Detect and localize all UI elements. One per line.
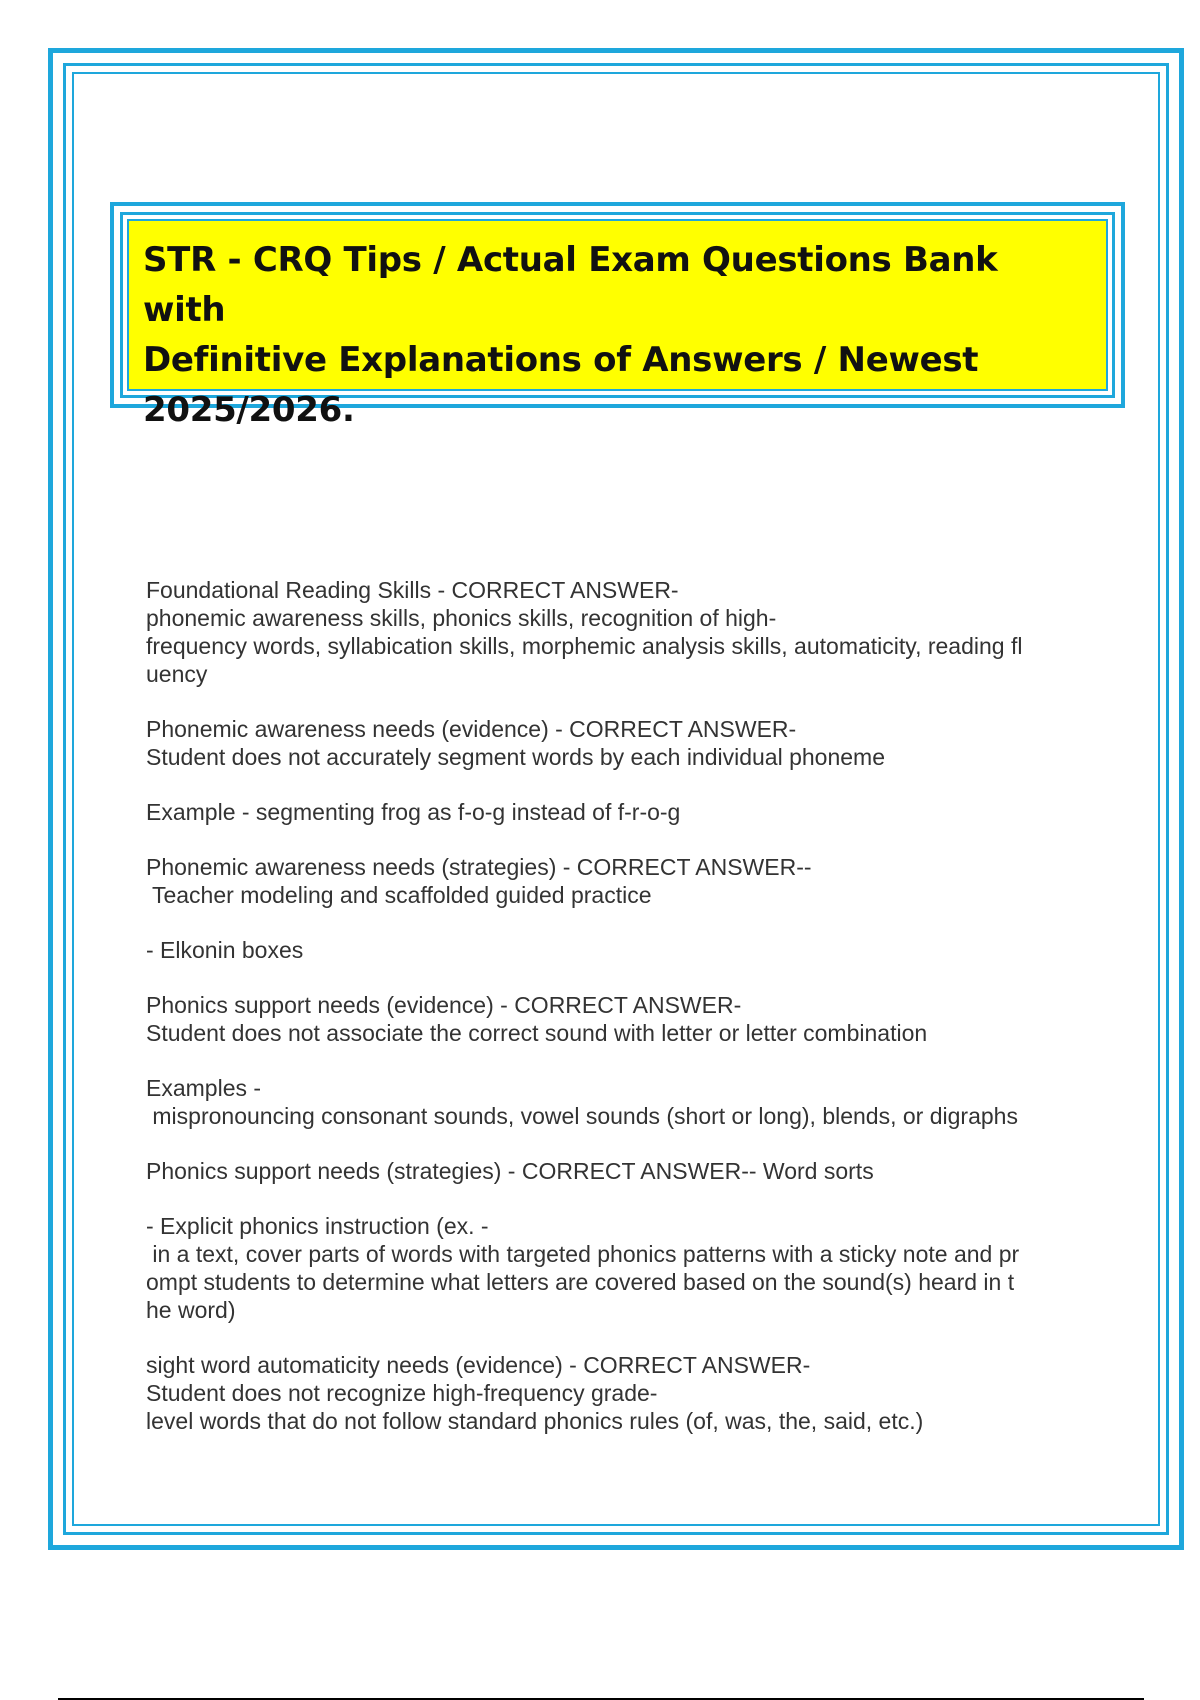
qa-block-sight-word-evidence bbox=[146, 1351, 1096, 1435]
text-line: Phonics support needs (strategies) - CORRECT ANSWER-- Word sorts bbox=[146, 1158, 874, 1184]
text-line: Phonemic awareness needs (strategies) - CORRECT ANSWER-- bbox=[146, 854, 812, 880]
text-line: he word) bbox=[146, 1297, 236, 1323]
text-line: frequency words, syllabication skills, morphemic analysis skills, automaticity, reading fl bbox=[146, 633, 1023, 659]
text-line: phonemic awareness skills, phonics skills, recognition of high- bbox=[146, 605, 777, 631]
text-block-example bbox=[146, 798, 1096, 826]
text-line: Examples - bbox=[146, 1075, 262, 1101]
text-line: Foundational Reading Skills - CORRECT ANSWER- bbox=[146, 577, 679, 603]
text-line: level words that do not follow standard phonics rules (of, was, the, said, etc.) bbox=[146, 1408, 924, 1434]
qa-block-phonemic-awareness-strategies bbox=[146, 853, 1096, 909]
qa-block-foundational-reading-skills bbox=[146, 576, 1096, 688]
text-line: Phonics support needs (evidence) - CORRECT ANSWER- bbox=[146, 992, 742, 1018]
text-line: - Elkonin boxes bbox=[146, 937, 304, 963]
title-box bbox=[110, 202, 1125, 430]
text-line: ompt students to determine what letters are covered based on the sound(s) heard in t bbox=[146, 1269, 1015, 1295]
title-box-inner-border bbox=[120, 212, 1115, 430]
title-highlight bbox=[127, 219, 1108, 430]
title-line-1: STR - CRQ Tips / Actual Exam Questions Bank with bbox=[143, 240, 998, 330]
text-line: Example - segmenting frog as f-o-g instead of f-r-o-g bbox=[146, 799, 681, 825]
qa-block-phonics-evidence bbox=[146, 991, 1096, 1047]
title-line-3: 2025/2026. bbox=[143, 390, 355, 430]
text-line: mispronouncing consonant sounds, vowel sounds (short or long), blends, or digraphs bbox=[146, 1103, 1018, 1129]
text-line: Student does not recognize high-frequency grade- bbox=[146, 1380, 658, 1406]
text-line: Teacher modeling and scaffolded guided practice bbox=[146, 882, 652, 908]
text-line: sight word automaticity needs (evidence) - CORRECT ANSWER- bbox=[146, 1352, 811, 1378]
document-title bbox=[143, 235, 1090, 435]
text-line: uency bbox=[146, 661, 208, 687]
qa-block-phonics-strategies bbox=[146, 1157, 1096, 1185]
text-line: Student does not accurately segment words by each individual phoneme bbox=[146, 744, 886, 770]
text-line: - Explicit phonics instruction (ex. - bbox=[146, 1213, 489, 1239]
text-line: in a text, cover parts of words with targeted phonics patterns with a sticky note and pr bbox=[146, 1241, 1020, 1267]
document-body bbox=[146, 576, 1096, 1462]
text-line: Student does not associate the correct sound with letter or letter combination bbox=[146, 1020, 928, 1046]
qa-block-phonemic-awareness-evidence bbox=[146, 715, 1096, 771]
text-line: Phonemic awareness needs (evidence) - CORRECT ANSWER- bbox=[146, 716, 797, 742]
text-block-explicit-phonics bbox=[146, 1212, 1096, 1324]
text-block-examples bbox=[146, 1074, 1096, 1130]
title-line-2: Definitive Explanations of Answers / Newest bbox=[143, 340, 979, 380]
text-block-elkonin-boxes bbox=[146, 936, 1096, 964]
